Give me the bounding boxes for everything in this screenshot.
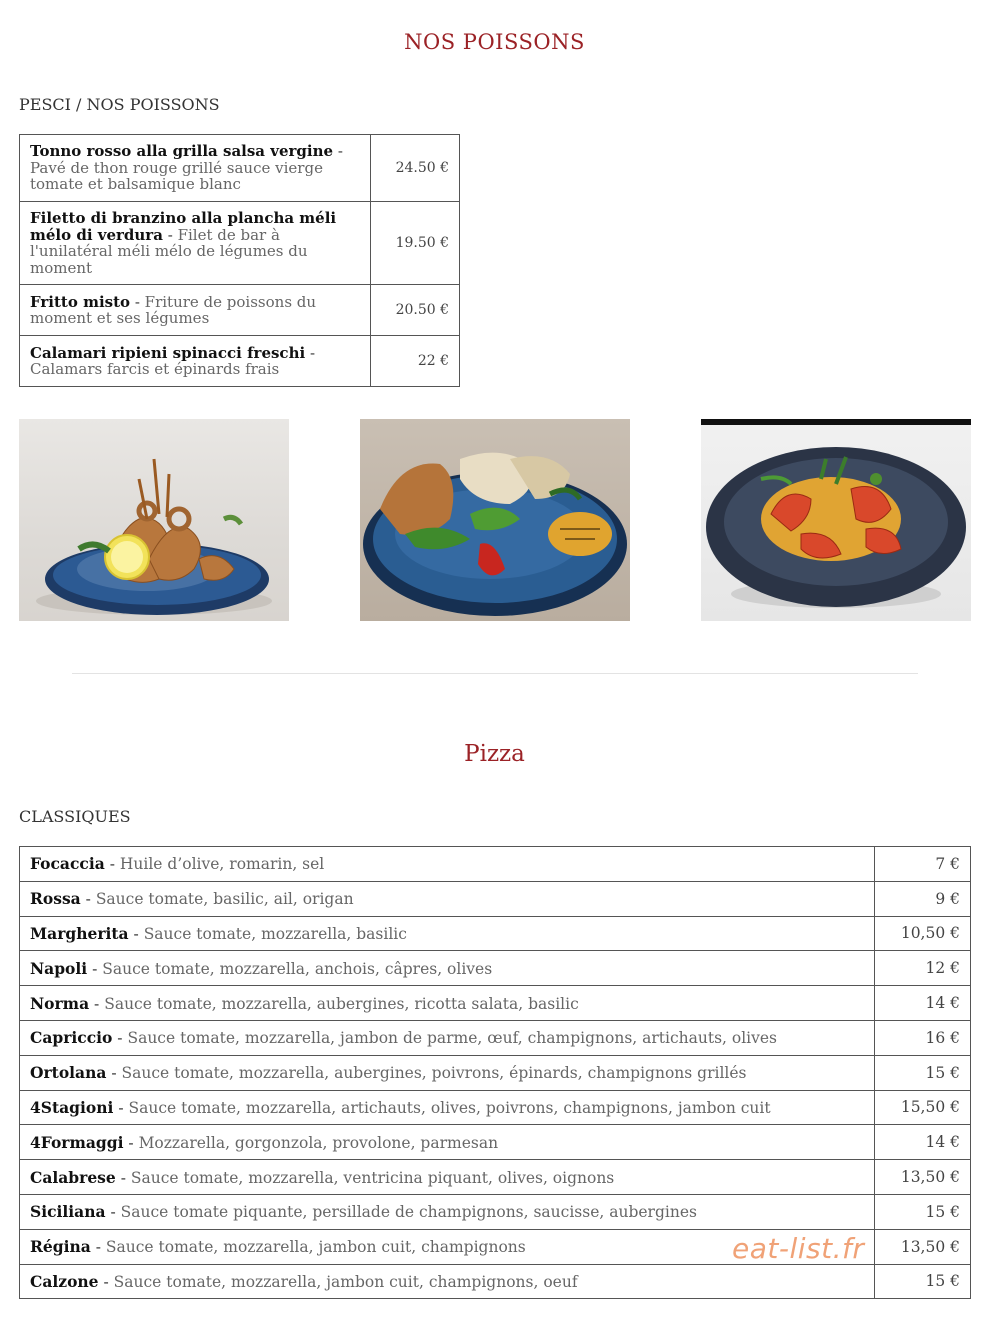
pizza-price: 15 € — [875, 1055, 971, 1090]
table-row — [20, 202, 460, 285]
pizza-price: 15 € — [875, 1194, 971, 1229]
pizza-name: Focaccia — [30, 854, 105, 874]
shrimp-pasta-photo[interactable] — [701, 419, 971, 621]
pizza-description: Huile d’olive, romarin, sel — [119, 855, 325, 874]
dish-description: Calamars farcis et épinards frais — [30, 360, 280, 378]
dish-cell: Tonno rosso alla grilla salsa vergine - Pavé de thon rouge grillé sauce vierge tomate et balsamique blanc — [20, 135, 371, 202]
table-row — [20, 285, 460, 336]
pizza-price: 10,50 € — [875, 916, 971, 951]
pizza-cell: Rossa - Sauce tomate, basilic, ail, origan — [20, 881, 875, 916]
pizza-name: Calzone — [30, 1271, 99, 1291]
pizza-description: Sauce tomate, mozzarella, jambon cuit, champignons — [105, 1238, 526, 1257]
pizza-name: Capriccio — [30, 1028, 113, 1048]
dish-description: Friture de poissons du moment et ses légumes — [30, 292, 317, 327]
pizza-description: Sauce tomate piquante, persillade de champignons, saucisse, aubergines — [120, 1203, 697, 1222]
pizza-description: Sauce tomate, mozzarella, ventricina piquant, olives, oignons — [130, 1168, 615, 1187]
table-row — [20, 881, 971, 916]
pizza-price: 15,50 € — [875, 1090, 971, 1125]
pizza-name: Norma — [30, 993, 90, 1013]
pizza-price: 14 € — [875, 986, 971, 1021]
dish-description: Pavé de thon rouge grillé sauce vierge tomate et balsamique blanc — [30, 158, 323, 194]
pizza-name: Napoli — [30, 958, 88, 978]
table-row — [20, 951, 971, 986]
table-row — [20, 1020, 971, 1055]
pizza-cell: Calzone - Sauce tomate, mozzarella, jambon cuit, champignons, oeuf — [20, 1264, 875, 1299]
table-row — [20, 986, 971, 1021]
fried-calamari-photo[interactable] — [19, 419, 289, 621]
table-row — [20, 916, 971, 951]
dish-price: 22 € — [371, 336, 460, 387]
dish-name: Fritto misto — [30, 292, 131, 311]
table-row — [20, 1090, 971, 1125]
dish-name: Filetto di branzino alla plancha méli mélo di verdura — [30, 209, 337, 244]
table-row — [20, 1125, 971, 1160]
pizza-description: Sauce tomate, basilic, ail, origan — [95, 890, 354, 909]
pizza-cell: Régina - Sauce tomate, mozzarella, jambon cuit, champignons — [20, 1229, 875, 1264]
pizza-cell: 4Stagioni - Sauce tomate, mozzarella, artichauts, olives, poivrons, champignons, jambon cuit — [20, 1090, 875, 1125]
pizza-price: 9 € — [875, 881, 971, 916]
pizza-name: Ortolana — [30, 1063, 107, 1083]
pizza-name: Margherita — [30, 923, 129, 943]
mixed-seafood-platter-photo[interactable] — [360, 419, 630, 621]
fish-section-subtitle: PESCI / NOS POISSONS — [19, 95, 220, 114]
pizza-description: Sauce tomate, mozzarella, artichauts, olives, poivrons, champignons, jambon cuit — [128, 1098, 771, 1117]
table-row — [20, 1194, 971, 1229]
pizza-name: 4Formaggi — [30, 1132, 124, 1152]
pizza-description: Sauce tomate, mozzarella, aubergines, ricotta salata, basilic — [104, 994, 579, 1013]
pizza-price: 12 € — [875, 951, 971, 986]
pizza-name: Calabrese — [30, 1167, 116, 1187]
pizza-description: Sauce tomate, mozzarella, aubergines, poivrons, épinards, champignons grillés — [121, 1064, 747, 1083]
dish-name: Tonno rosso alla grilla salsa vergine — [30, 142, 334, 161]
dish-price: 20.50 € — [371, 285, 460, 336]
pizza-price: 14 € — [875, 1125, 971, 1160]
table-row — [20, 1264, 971, 1299]
pizza-description: Sauce tomate, mozzarella, jambon cuit, champignons, oeuf — [113, 1272, 578, 1291]
pizza-description: Mozzarella, gorgonzola, provolone, parmesan — [138, 1133, 499, 1152]
pizza-price: 16 € — [875, 1020, 971, 1055]
pizza-name: Régina — [30, 1237, 91, 1257]
watermark-logo: eat-list.fr — [732, 1232, 865, 1265]
dish-price: 24.50 € — [371, 135, 460, 202]
pizza-cell: Capriccio - Sauce tomate, mozzarella, jambon de parme, œuf, champignons, artichauts, olives — [20, 1020, 875, 1055]
dish-cell: Fritto misto - Friture de poissons du moment et ses légumes — [20, 285, 371, 336]
pizza-price: 13,50 € — [875, 1160, 971, 1195]
pizza-cell: 4Formaggi - Mozzarella, gorgonzola, provolone, parmesan — [20, 1125, 875, 1160]
pizza-cell: Norma - Sauce tomate, mozzarella, aubergines, ricotta salata, basilic — [20, 986, 875, 1021]
dish-name: Calamari ripieni spinacci freschi — [30, 343, 306, 362]
pizza-description: Sauce tomate, mozzarella, basilic — [143, 924, 407, 943]
pizza-cell: Margherita - Sauce tomate, mozzarella, basilic — [20, 916, 875, 951]
dish-description: Filet de bar à l'unilatéral méli mélo de légumes du moment — [30, 225, 308, 277]
table-row — [20, 847, 971, 882]
pizza-name: 4Stagioni — [30, 1097, 114, 1117]
pizza-section-subtitle: CLASSIQUES — [19, 807, 131, 826]
pizza-cell: Calabrese - Sauce tomate, mozzarella, ventricina piquant, olives, oignons — [20, 1160, 875, 1195]
section-divider — [72, 673, 918, 674]
dish-cell: Calamari ripieni spinacci freschi - Calamars farcis et épinards frais — [20, 336, 371, 387]
pizza-description: Sauce tomate, mozzarella, jambon de parme, œuf, champignons, artichauts, olives — [127, 1029, 778, 1048]
pizza-price: 15 € — [875, 1264, 971, 1299]
pizza-cell: Napoli - Sauce tomate, mozzarella, anchois, câpres, olives — [20, 951, 875, 986]
pizza-name: Siciliana — [30, 1202, 106, 1222]
dish-cell: Filetto di branzino alla plancha méli mélo di verdura - Filet de bar à l'unilatéral méli mélo de légumes du moment — [20, 202, 371, 285]
pizza-cell: Ortolana - Sauce tomate, mozzarella, aubergines, poivrons, épinards, champignons grillés — [20, 1055, 875, 1090]
table-row — [20, 1160, 971, 1195]
table-row — [20, 336, 460, 387]
fish-section-title: NOS POISSONS — [404, 30, 585, 54]
pizza-price: 13,50 € — [875, 1229, 971, 1264]
fish-menu-table — [19, 134, 460, 387]
dish-price: 19.50 € — [371, 202, 460, 285]
pizza-section-title: Pizza — [464, 741, 525, 767]
table-row — [20, 135, 460, 202]
pizza-price: 7 € — [875, 847, 971, 882]
table-row — [20, 1055, 971, 1090]
pizza-name: Rossa — [30, 889, 81, 909]
pizza-cell: Focaccia - Huile d’olive, romarin, sel — [20, 847, 875, 882]
pizza-cell: Siciliana - Sauce tomate piquante, persillade de champignons, saucisse, aubergines — [20, 1194, 875, 1229]
pizza-description: Sauce tomate, mozzarella, anchois, câpres, olives — [102, 959, 493, 978]
